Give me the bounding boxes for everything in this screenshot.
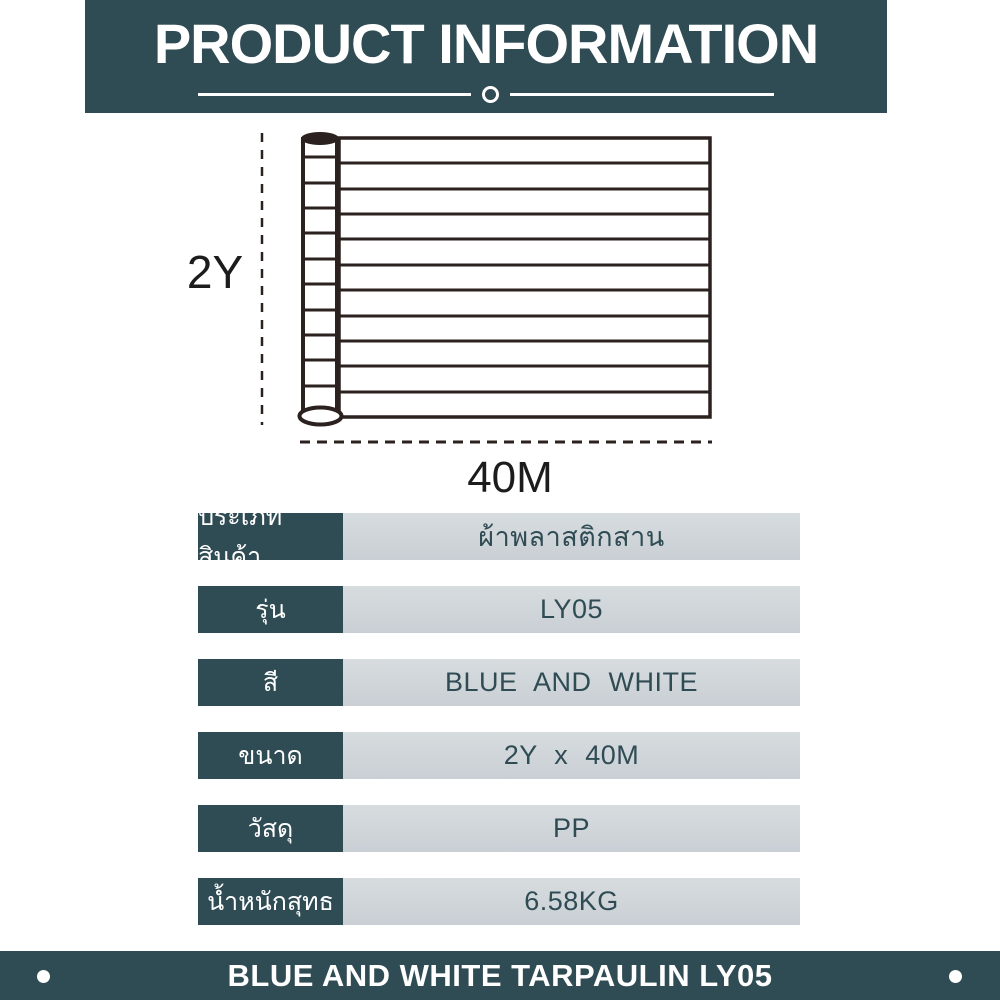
table-row-material [198,805,800,852]
page-title: PRODUCT INFORMATION [153,11,819,75]
roll-bottom-opening [300,408,342,425]
divider-line-left [198,93,471,96]
row-label: วัสดุ [198,805,343,852]
footer-title: BLUE AND WHITE TARPAULIN LY05 [227,957,773,993]
row-label: สี [198,659,343,706]
row-value: PP [343,805,800,852]
footer-left-dot-icon [37,970,50,983]
row-value: BLUE AND WHITE [343,659,800,706]
table-row-size [198,732,800,779]
height-dimension-label: 2Y [186,246,244,298]
divider-circle-icon [482,86,499,103]
footer-right-dot-icon [949,970,962,983]
table-row-net-weight [198,878,800,925]
table-row-model [198,586,800,633]
width-dimension-label: 40M [467,453,553,502]
spec-table [198,502,800,951]
divider-line-right [510,93,774,96]
row-value: ผ้าพลาสติกสาน [343,513,800,560]
row-value: 2Y x 40M [343,732,800,779]
roll-top-cap [301,132,339,145]
roll-cylinder [303,137,337,415]
row-label: ประเภทสินค้า [198,513,343,560]
footer-banner [0,951,1000,1000]
row-value: LY05 [343,586,800,633]
row-value: 6.58KG [343,878,800,925]
row-label: รุ่น [198,586,343,633]
tarp-sheet [339,138,710,417]
row-label: น้ำหนักสุทธ [198,878,343,925]
row-label: ขนาด [198,732,343,779]
tarpaulin-roll-diagram [170,115,770,505]
header-banner [85,0,887,113]
table-row-color [198,659,800,706]
table-row-product-type [198,502,800,571]
header-divider [85,86,887,103]
